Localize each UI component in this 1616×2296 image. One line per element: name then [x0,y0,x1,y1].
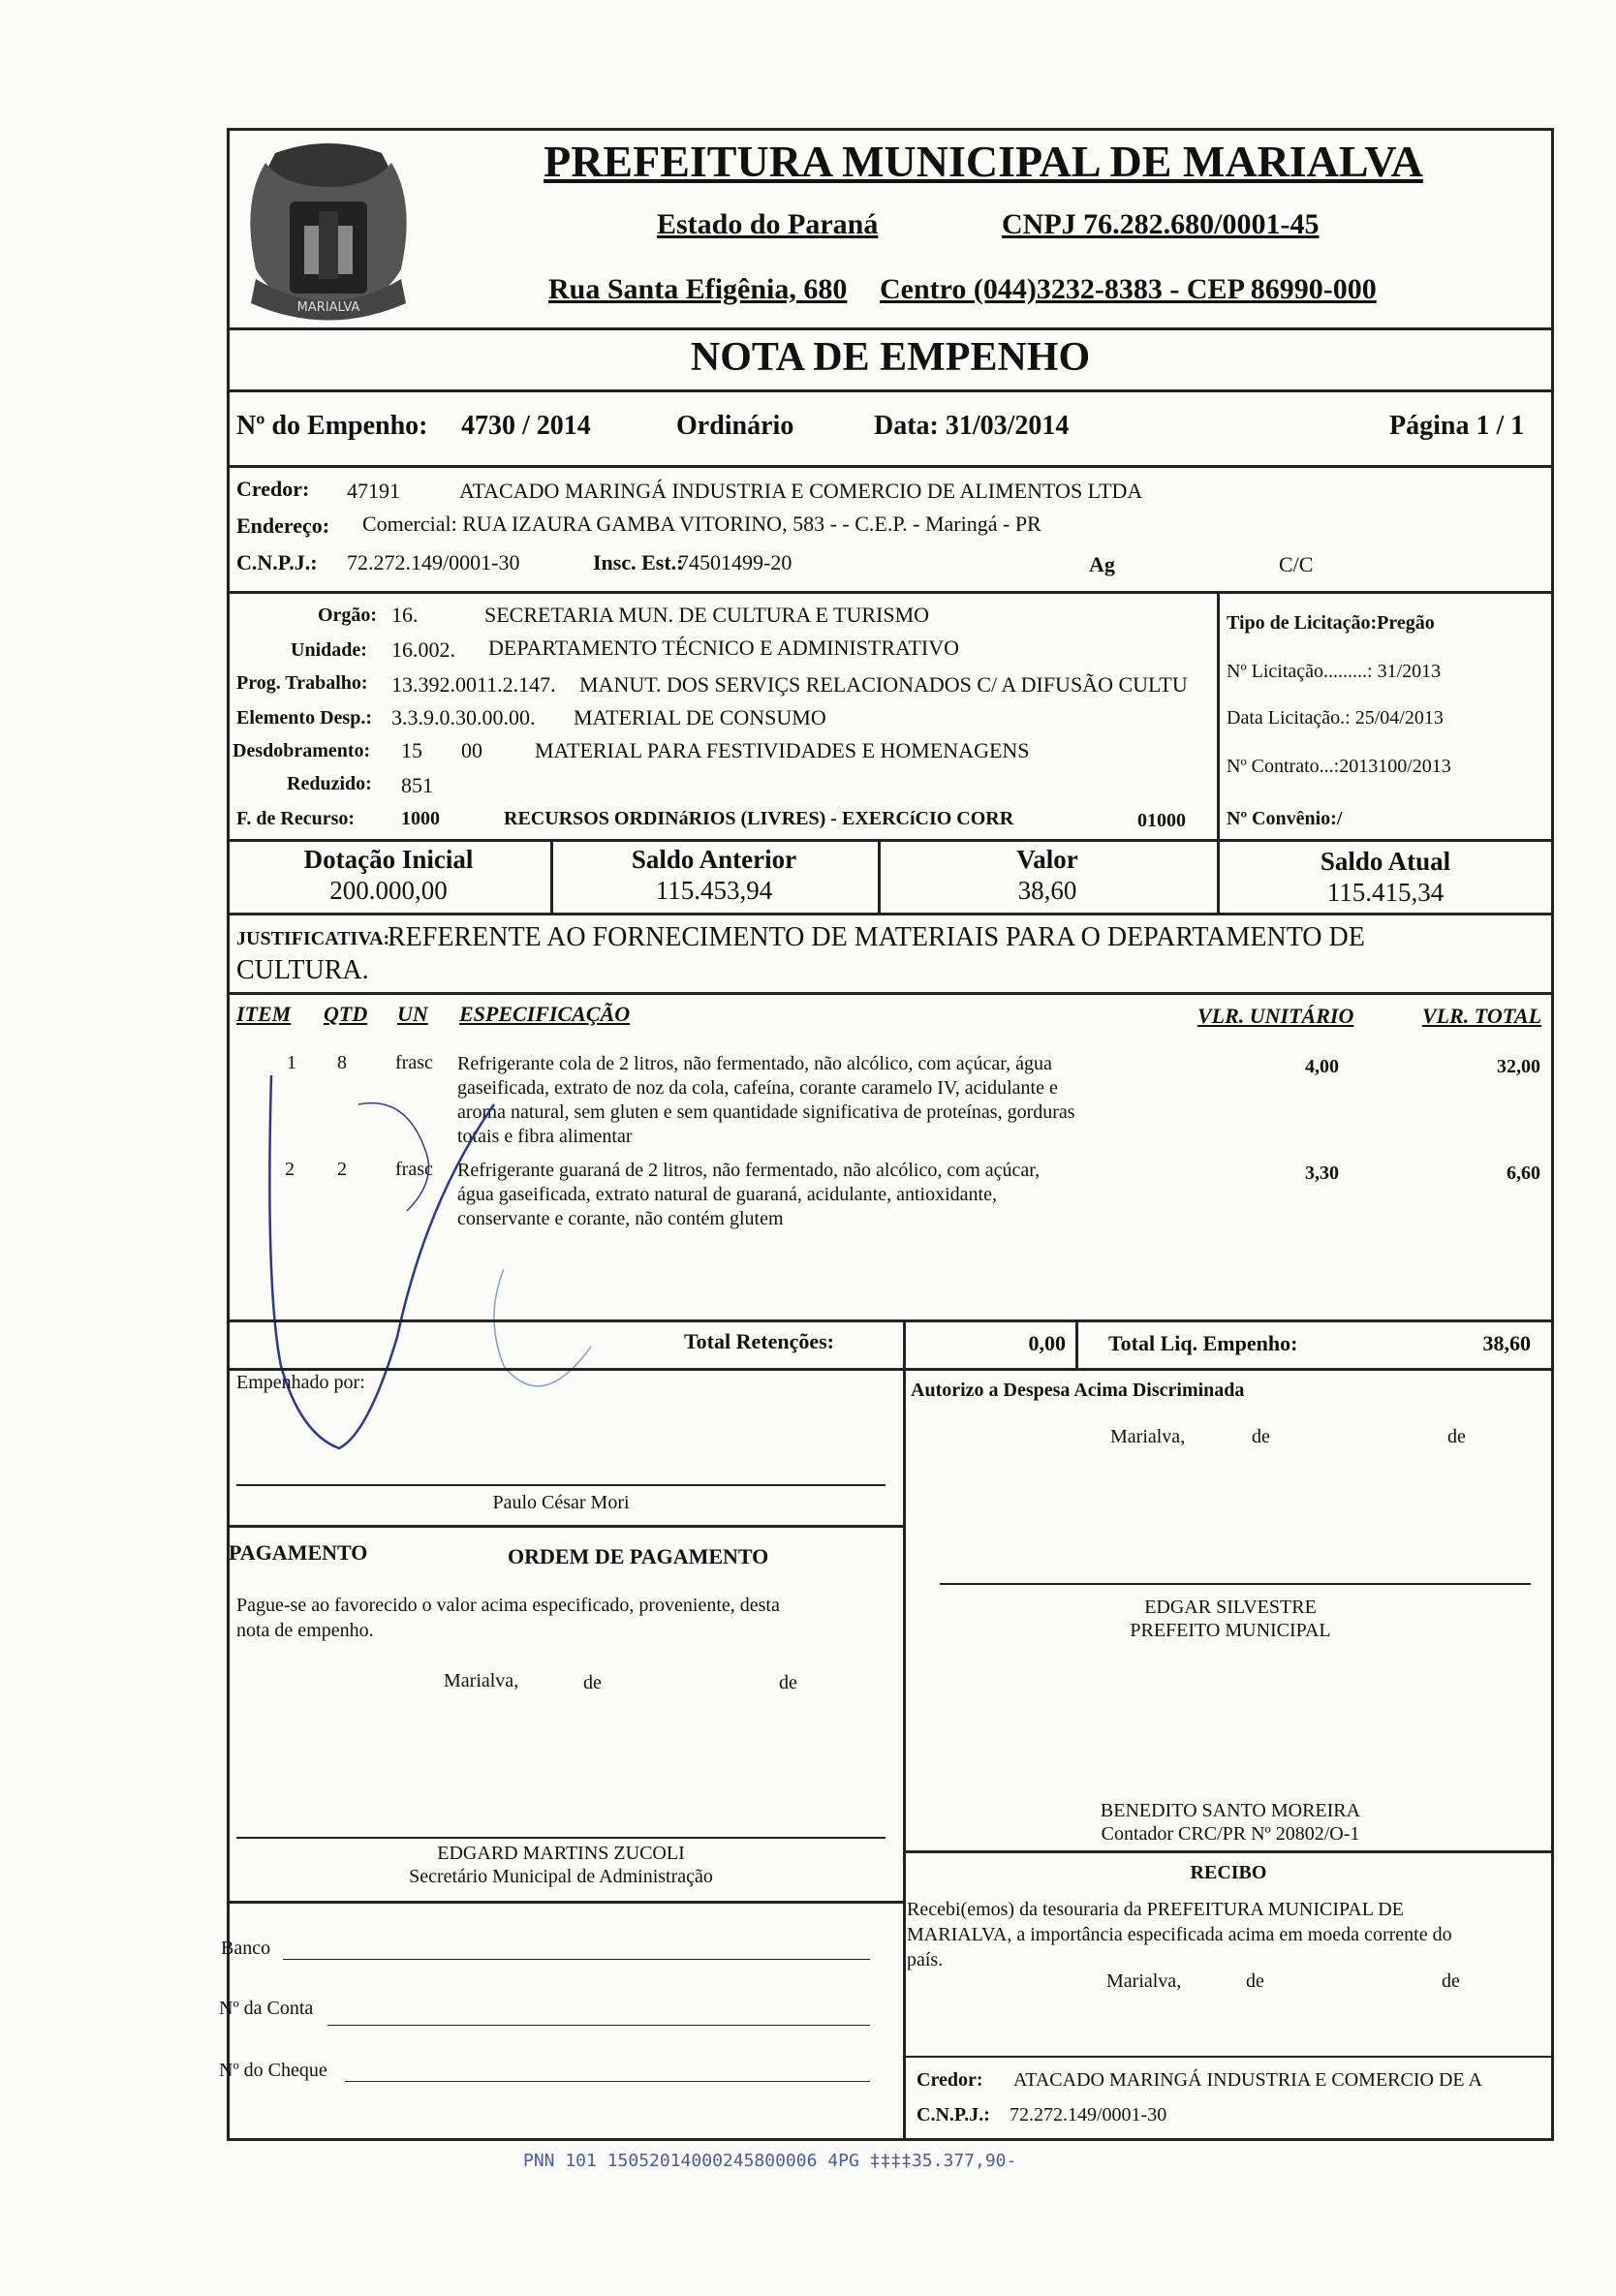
item-2-total-value: 6,60 [1507,1163,1540,1184]
divider [1075,1319,1078,1368]
empenho-number-label: Nº do Empenho: [236,411,428,441]
page-number: Página 1 / 1 [1389,411,1525,441]
unidade-label: Unidade: [291,639,367,661]
justificativa-line-1: REFERENTE AO FORNECIMENTO DE MATERIAIS PARA O DEPARTAMENTO DE [388,922,1365,952]
divider [227,839,1554,842]
licitacao-data: Data Licitação.: 25/04/2013 [1227,707,1444,729]
divider [1217,591,1220,839]
empenho-date: Data: 31/03/2014 [874,411,1070,441]
pagamento-label: PAGAMENTO [229,1540,368,1565]
convenio-numero: Nº Convênio:/ [1227,808,1343,829]
divider [227,1901,903,1904]
recibo-de-1: de [1246,1970,1264,1992]
recibo-city: Marialva, [1106,1970,1182,1992]
conta-field[interactable] [327,2025,870,2026]
item-2-number: 2 [285,1159,295,1180]
banco-label: Banco [221,1938,271,1959]
recurso-code: 1000 [401,808,440,829]
col-total-value: VLR. TOTAL [1422,1004,1542,1028]
autorizo-label: Autorizo a Despesa Acima Discriminada [911,1380,1245,1401]
autorizo-city: Marialva, [1110,1426,1186,1447]
licitacao-numero: Nº Licitação.........: 31/2013 [1227,661,1442,682]
divider [227,389,1554,392]
dotacao-value: 200.000,00 [329,876,448,905]
header-contact: Centro (044)3232-8383 - CEP 86990-000 [880,273,1377,305]
insc-value: 74501499-20 [678,550,792,574]
recibo-de-2: de [1442,1970,1460,1992]
credor-label: Credor: [236,477,310,501]
valor-label: Valor [1016,845,1078,874]
signature-line [903,2056,1554,2058]
desdob-name: MATERIAL PARA FESTIVIDADES E HOMENAGENS [535,738,1030,762]
retencoes-label: Total Retenções: [684,1329,834,1353]
signer-1-name: Paulo César Mori [492,1492,630,1513]
item-1-number: 1 [287,1052,296,1073]
autorizo-de-1: de [1252,1426,1270,1447]
banco-field[interactable] [283,1959,870,1960]
divider [227,1525,903,1528]
saldo-anterior-label: Saldo Anterior [631,845,797,874]
autorizo-de-2: de [1447,1426,1466,1447]
divider [227,465,1554,468]
signature-line [236,1484,886,1486]
credor-name: ATACADO MARINGÁ INDUSTRIA E COMERCIO DE ALIMENTOS LTDA [459,479,1143,503]
item-1-total-value: 32,00 [1497,1056,1540,1077]
justificativa-label: JUSTIFICATIVA: [236,928,390,949]
pagamento-de-2: de [779,1672,797,1693]
justificativa-line-2: CULTURA. [236,955,369,985]
signature-line [236,1837,886,1839]
prog-name: MANUT. DOS SERVIÇS RELACIONADOS C/ A DIFUSÃO CULTU [579,672,1188,697]
cnpj-label: C.N.P.J.: [236,550,318,574]
header-cnpj: CNPJ 76.282.680/0001-45 [1002,208,1320,240]
saldo-atual-value: 115.415,34 [1326,878,1445,907]
credor-code: 47191 [347,479,400,503]
svg-text:MARIALVA: MARIALVA [296,300,360,315]
valor-value: 38,60 [1017,876,1077,905]
pagamento-city: Marialva, [444,1670,519,1691]
unidade-code: 16.002. [391,637,455,662]
licitacao-tipo: Tipo de Licitação:Pregão [1227,612,1435,634]
empenho-type: Ordinário [676,411,794,441]
col-un: UN [397,1002,428,1026]
divider [227,327,1554,330]
saldo-atual-label: Saldo Atual [1320,847,1451,876]
orgao-name: SECRETARIA MUN. DE CULTURA E TURISMO [484,603,930,627]
item-1-spec: Refrigerante cola de 2 litros, não fermentado, não alcólico, com açúcar, água gaseificada, extrato de noz da cola, cafeína, corante caramelo IV, acidulante e aroma natural, sem gluten e sem quantidade significativa de proteínas, gorduras totais e fibra alimentar [457,1053,1075,1147]
footer-cnpj-label: C.N.P.J.: [917,2104,990,2125]
item-2-unit-value: 3,30 [1305,1163,1339,1184]
elemento-label: Elemento Desp.: [236,707,372,729]
municipality-title: PREFEITURA MUNICIPAL DE MARIALVA [544,137,1423,186]
desdob-label: Desdobramento: [233,740,371,761]
divider [903,1319,906,1368]
prefeito-title: PREFEITO MUNICIPAL [1130,1620,1331,1641]
footer-credor-name: ATACADO MARINGÁ INDUSTRIA E COMERCIO DE A [1013,2069,1482,2091]
divider [227,1319,1554,1322]
desdob-sub: 00 [461,738,482,762]
col-qtd: QTD [324,1002,368,1026]
reduzido-label: Reduzido: [287,773,372,794]
divider [227,591,1554,594]
col-item: ITEM [236,1002,292,1026]
pague-text: Pague-se ao favorecido o valor acima especificado, proveniente, desta nota de empenho. [236,1595,780,1641]
ag-label: Ag [1089,552,1115,576]
header-address: Rua Santa Efigênia, 680 [548,273,848,305]
pagamento-de-1: de [583,1672,602,1693]
conta-label: Nº da Conta [219,1998,314,2019]
prog-code: 13.392.0011.2.147. [391,672,556,697]
cheque-field[interactable] [345,2081,870,2082]
footer-cnpj: 72.272.149/0001-30 [1010,2104,1167,2125]
divider [227,1368,1554,1371]
document-title: NOTA DE EMPENHO [690,335,1091,380]
recibo-text: Recebi(emos) da tesouraria da PREFEITURA MUNICIPAL DE MARIALVA, a importância especificada acima em moeda corrente do país. [907,1899,1452,1970]
item-1-unit-value: 4,00 [1305,1056,1339,1077]
col-unit-value: VLR. UNITÁRIO [1197,1004,1354,1028]
divider [227,913,1554,915]
bank-validation-code: PNN 101 15052014000245800006 4PG ‡‡‡‡35.377,90- [523,2151,1017,2171]
reduzido-value: 851 [401,773,433,797]
credor-address: Comercial: RUA IZAURA GAMBA VITORINO, 583 - - C.E.P. - Maringá - PR [362,512,1041,536]
empenhado-por-label: Empenhado por: [236,1372,365,1393]
unidade-name: DEPARTAMENTO TÉCNICO E ADMINISTRATIVO [488,636,960,660]
cheque-label: Nº do Cheque [219,2060,327,2081]
address-label: Endereço: [236,513,330,538]
elemento-code: 3.3.9.0.30.00.00. [391,705,536,729]
divider [903,1850,1554,1853]
item-1-qtd: 8 [337,1052,347,1073]
prefeito-name: EDGAR SILVESTRE [1144,1597,1317,1618]
col-specification: ESPECIFICAÇÃO [459,1002,631,1026]
insc-label: Insc. Est.: [593,550,684,574]
liq-value: 38,60 [1482,1331,1531,1355]
item-2-un: frasc [395,1159,433,1180]
credor-cnpj: 72.272.149/0001-30 [347,550,520,574]
prog-label: Prog. Trabalho: [236,672,368,694]
signature-line [940,1583,1531,1585]
orgao-code: 16. [391,603,419,627]
recurso-number: 01000 [1137,810,1186,831]
footer-credor-label: Credor: [917,2069,983,2091]
item-2-qtd: 2 [337,1159,347,1180]
municipal-coat-of-arms [236,134,420,337]
divider [903,1368,906,2141]
liq-label: Total Liq. Empenho: [1108,1331,1298,1355]
secretario-title: Secretário Municipal de Administração [409,1866,713,1887]
contador-title: Contador CRC/PR Nº 20802/O-1 [1101,1823,1360,1845]
ordem-pagamento-label: ORDEM DE PAGAMENTO [508,1544,769,1568]
contador-name: BENEDITO SANTO MOREIRA [1100,1800,1361,1821]
recibo-label: RECIBO [1190,1862,1267,1883]
item-2-spec: Refrigerante guaraná de 2 litros, não fermentado, não alcólico, com açúcar, água gaseificada, extrato natural de guaraná, acidulante, antioxidante, conservante e corante, não contém glutem [457,1160,1041,1229]
dotacao-label: Dotação Inicial [303,845,474,874]
empenho-number: 4730 / 2014 [461,411,591,441]
recurso-name: RECURSOS ORDINáRIOS (LIVRES) - EXERCíCIO CORR [504,808,1014,829]
cc-label: C/C [1279,552,1314,576]
state-name: Estado do Paraná [657,208,879,240]
recurso-label: F. de Recurso: [236,808,356,829]
elemento-name: MATERIAL DE CONSUMO [574,705,826,729]
secretario-name: EDGARD MARTINS ZUCOLI [437,1843,685,1864]
divider [227,992,1554,995]
desdob-code: 15 [401,738,422,762]
orgao-label: Orgão: [318,605,378,626]
saldo-anterior-value: 115.453,94 [655,876,773,905]
contrato-numero: Nº Contrato...:2013100/2013 [1227,756,1451,777]
retencoes-value: 0,00 [1028,1331,1066,1355]
item-1-un: frasc [395,1052,433,1073]
